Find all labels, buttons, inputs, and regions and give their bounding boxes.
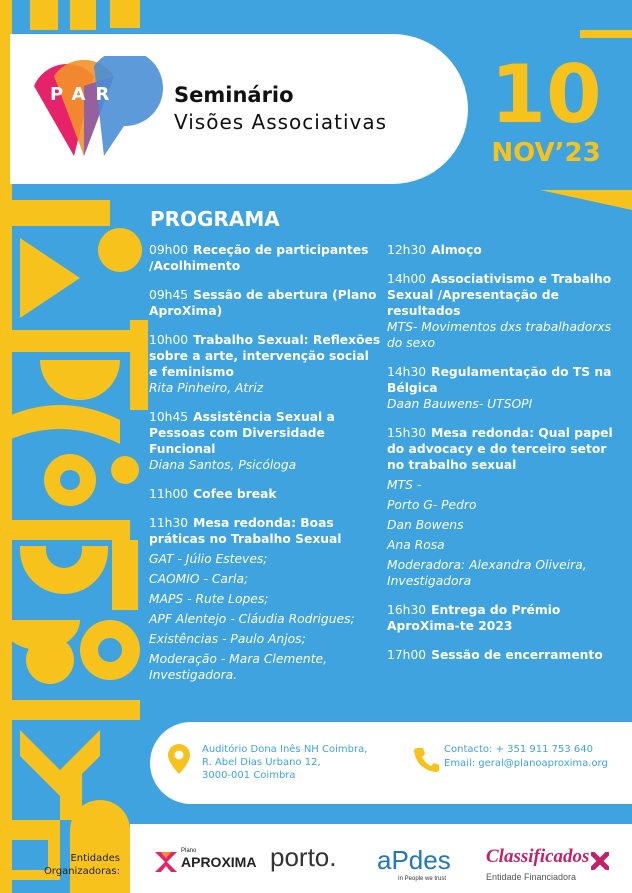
item-detail: Existências - Paulo Anjos; [149,632,306,646]
item-time: 14h00 [387,272,427,286]
item-title: Sessão de encerramento [431,648,603,662]
item-time: 09h45 [149,288,189,302]
item-time: 15h30 [387,426,427,440]
aproxima-x-icon [153,850,179,874]
item-title: Trabalho Sexual: Reflexões sobre a arte, intervenção social e feminismo [149,333,381,379]
programa-item [149,242,381,274]
item-title: Almoço [431,243,482,257]
location-pin-icon [168,744,190,774]
item-detail: APF Alentejo - Cláudia Rodrigues; [149,612,355,626]
item-detail: Moderadora: Alexandra Oliveira, Investigadora [387,558,587,588]
contact-phone[interactable]: Contacto: + 351 911 753 640 [444,744,594,755]
aproxima-logo [181,848,256,870]
aproxima-logo-text: APROXIMA [181,854,257,870]
logo-text: PAR [50,84,120,105]
item-title: Assistência Sexual a Pessoas com Diversidade Funcional [149,410,335,456]
date-month-year: NOV’23 [491,138,601,168]
item-time: 14h30 [387,365,427,379]
seminar-title: Seminário [174,83,294,107]
contact-email[interactable]: Email: geral@planoaproxima.org [444,758,608,769]
item-detail: Daan Bauwens- UTSOPI [387,397,533,411]
programa-right-column [387,242,619,676]
entidades-label [40,852,120,878]
item-time: 17h00 [387,648,427,662]
item-title: Receção de participantes /Acolhimento [149,243,369,273]
programa-item [387,425,619,589]
classificados-x-icon [591,852,609,870]
address-line-1: Auditório Dona Inês NH Coimbra, [202,744,368,755]
programa-item [149,409,381,473]
item-time: 11h00 [149,487,189,501]
item-title: Mesa redonda: Qual papel do advocacy e do terceiro setor no trabalho sexual [387,426,613,472]
item-title: Entrega do Prémio AproXima-te 2023 [387,603,561,633]
par-logo [24,56,164,160]
contact-info [444,743,608,771]
item-detail: CAOMIO - Carla; [149,572,249,586]
programa-item [149,515,381,683]
item-title: Associativismo e Trabalho Sexual /Apresentação de resultados [387,272,612,318]
porto-logo: porto. [270,842,337,872]
date-day: 10 [490,48,602,141]
item-detail: Ana Rosa [387,538,445,552]
item-detail: Diana Santos, Psicóloga [149,458,297,472]
programa-item [149,486,381,502]
item-time: 10h45 [149,410,189,424]
item-time: 09h00 [149,243,189,257]
item-title: Cofee break [193,487,277,501]
item-detail: GAT - Júlio Esteves; [149,552,268,566]
item-time: 16h30 [387,603,427,617]
apdes-logo: aPdes [377,845,451,875]
item-detail: Porto G- Pedro [387,498,477,512]
item-time: 12h30 [387,243,427,257]
programa-item [387,602,619,634]
entidade-financiadora-label: Entidade Financiadora [486,872,577,882]
programa-item [387,242,619,258]
item-time: 10h00 [149,333,189,347]
entidades-label-line-1: Entidades [70,853,120,864]
seminar-subtitle: Visões Associativas [174,110,388,134]
address-line-3: 3000-001 Coimbra [202,770,296,781]
address-line-2: R. Abel Dias Urbano 12, [202,757,321,768]
programa-item [387,364,619,412]
venue-address [202,743,367,782]
programa-item [149,287,381,319]
programa-title: PROGRAMA [150,207,280,231]
item-time: 11h30 [149,516,189,530]
item-detail: MAPS - Rute Lopes; [149,592,269,606]
item-title: Sessão de abertura (Plano AproXima) [149,288,377,318]
entidades-label-line-2: Organizadoras: [43,866,120,877]
item-detail: Dan Bowens [387,518,464,532]
programa-item [387,271,619,351]
classificados-logo: Classificados [486,846,590,867]
aproxima-logo-small: Plano [181,848,197,854]
item-title: Regulamentação do TS na Bélgica [387,365,612,395]
programa-left-column [149,242,381,696]
apdes-tagline: In People we trust [398,876,447,882]
item-detail: Rita Pinheiro, Atriz [149,381,264,395]
item-detail: MTS - [387,478,422,492]
item-detail: Moderação - Mara Clemente, Investigadora. [149,652,328,682]
item-title: Mesa redonda: Boas práticas no Trabalho Sexual [149,516,342,546]
phone-icon [413,746,439,772]
programa-item [387,647,619,663]
programa-item [149,332,381,396]
item-detail: MTS- Movimentos dxs trabalhadorxs do sexo [387,320,612,350]
